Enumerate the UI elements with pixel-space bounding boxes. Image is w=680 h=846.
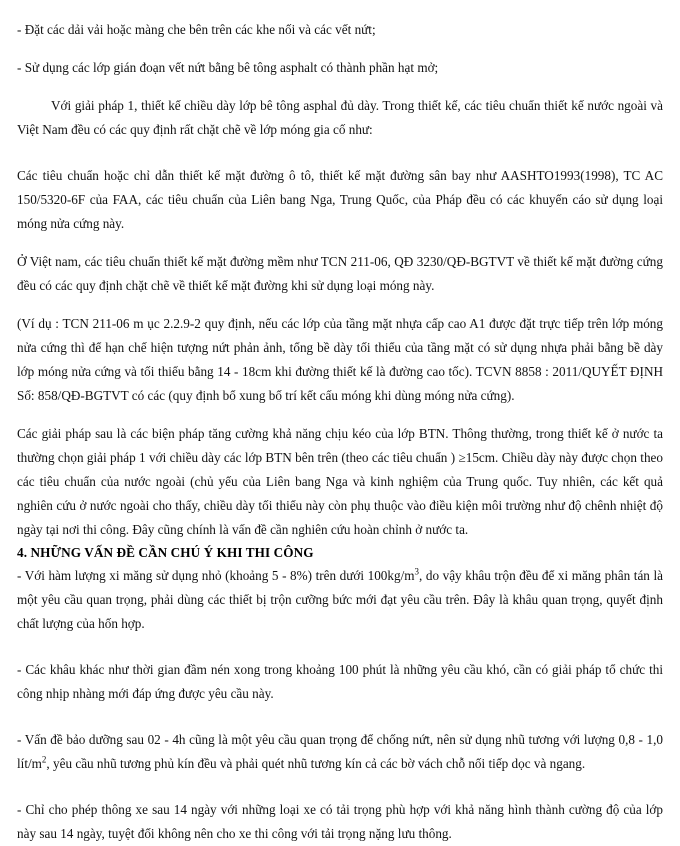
bullet-item-cement-content-text-before: - Với hàm lượng xi măng sử dụng nhỏ (khoảng 5 - 8%) trên dưới 100kg/m bbox=[17, 568, 415, 583]
superscript-square-meter: 2 bbox=[41, 754, 47, 765]
bullet-item-asphalt-interlayer: - Sử dụng các lớp gián đoạn vết nứt bằng bê tông asphalt có thành phần hạt mở; bbox=[17, 60, 439, 75]
bullet-item-traffic-opening: - Chỉ cho phép thông xe sau 14 ngày với những loại xe có tải trọng phù hợp với khả năng hình thành cường độ của lớp này sau 14 ngày, tuyệt đối không nên cho xe thi công với tải trọng nặng lưu thông. bbox=[17, 802, 663, 841]
bullet-item-curing-emulsion-text-after: , yêu cầu nhũ tương phủ kín đều và phải quét nhũ tương kín cả các bờ vách chỗ nối tiếp dọc và ngang. bbox=[46, 756, 586, 771]
bullet-item-curing-emulsion-text-before: - Vấn đề bảo dưỡng sau 02 - 4h cũng là một yêu cầu quan trọng để chống nứt, nên sử dụng nhũ tương với lượng 0,8 - 1,0 lít/m bbox=[17, 732, 663, 771]
bullet-item-curing-emulsion bbox=[17, 728, 663, 776]
paragraph-vietnam-standards: Ở Việt nam, các tiêu chuẩn thiết kế mặt đường mềm như TCN 211-06, QĐ 3230/QĐ-BGTVT về thiết kế mặt đường cứng đều có các quy định chặt chẽ về thiết kế mặt đường khi sử dụng loại móng này. bbox=[17, 254, 663, 293]
bullet-item-fabric-strips: - Đặt các dải vải hoặc màng che bên trên các khe nối và các vết nứt; bbox=[17, 22, 376, 37]
bullet-item-compaction-time: - Các khâu khác như thời gian đầm nén xong trong khoảng 100 phút là những yêu cầu khó, cần có giải pháp tổ chức thi công nhịp nhàng mới đáp ứng được yêu cầu này. bbox=[17, 662, 663, 701]
paragraph-example-tcn: (Ví dụ : TCN 211-06 m ục 2.2.9-2 quy định, nếu các lớp của tầng mặt nhựa cấp cao A1 được đặt trực tiếp trên lớp móng nửa cứng thì để hạn chế hiện tượng nứt phản ảnh, tổng bề dày tối thiểu của tầng mặt có sử dụng nhựa phải bằng bề dày lớp móng nửa cứng và tối thiểu bằng 14 - 18cm khi đường thiết kế là đường cao tốc). TCVN 8858 : 2011/QUYẾT ĐỊNH Số: 858/QĐ-BGTVT có các (quy định bổ xung bố trí kết cấu móng khi dùng móng nửa cứng). bbox=[17, 316, 663, 403]
paragraph-standards-aashto: Các tiêu chuẩn hoặc chỉ dẫn thiết kế mặt đường ô tô, thiết kế mặt đường sân bay như AASHTO1993(1998), TC AC 150/5320-6F của FAA, các tiêu chuẩn của Liên bang Nga, Trung Quốc, của Pháp đều có các khuyến cáo sử dụng loại móng nửa cứng này. bbox=[17, 168, 663, 231]
paragraph-btn-tensile-solutions: Các giải pháp sau là các biện pháp tăng cường khả năng chịu kéo của lớp BTN. Thông thường, trong thiết kế ở nước ta thường chọn giải pháp 1 với chiều dày các lớp BTN bên trên (theo các tiêu chuẩn ) ≥15cm. Chiều dày này được chọn theo các tiêu chuẩn của nước ngoài (chủ yếu của Liên bang Nga và kinh nghiệm của Trung quốc. Tuy nhiên, các kết quả nghiên cứu ở nước ngoài cho thấy, chiều dày tối thiểu này còn phụ thuộc vào điều kiện môi trường như độ chênh nhiệt độ ngày tại nơi thi công. Đây cũng chính là vấn đề cần nghiên cứu hoàn chỉnh ở nước ta. bbox=[17, 426, 663, 537]
bullet-item-cement-content bbox=[17, 564, 663, 636]
paragraph-solution-one: Với giải pháp 1, thiết kế chiều dày lớp bê tông asphal đủ dày. Trong thiết kế, các tiêu chuẩn thiết kế nước ngoài và Việt Nam đều có các quy định rất chặt chẽ về lớp móng gia cố như: bbox=[17, 98, 663, 137]
section-heading-construction-notes: 4. NHỮNG VẤN ĐỀ CẦN CHÚ Ý KHI THI CÔNG bbox=[17, 545, 314, 560]
bullet-item-cement-content-text-after: , do vậy khâu trộn đều để xi măng phân tán là một yêu cầu quan trọng, phải dùng các thiết bị trộn cưỡng bức mới đạt yêu cầu trên. Đây là khâu quan trọng, quyết định chất lượng của hốn hợp. bbox=[17, 568, 663, 631]
superscript-cubic-meter: 3 bbox=[414, 566, 419, 577]
